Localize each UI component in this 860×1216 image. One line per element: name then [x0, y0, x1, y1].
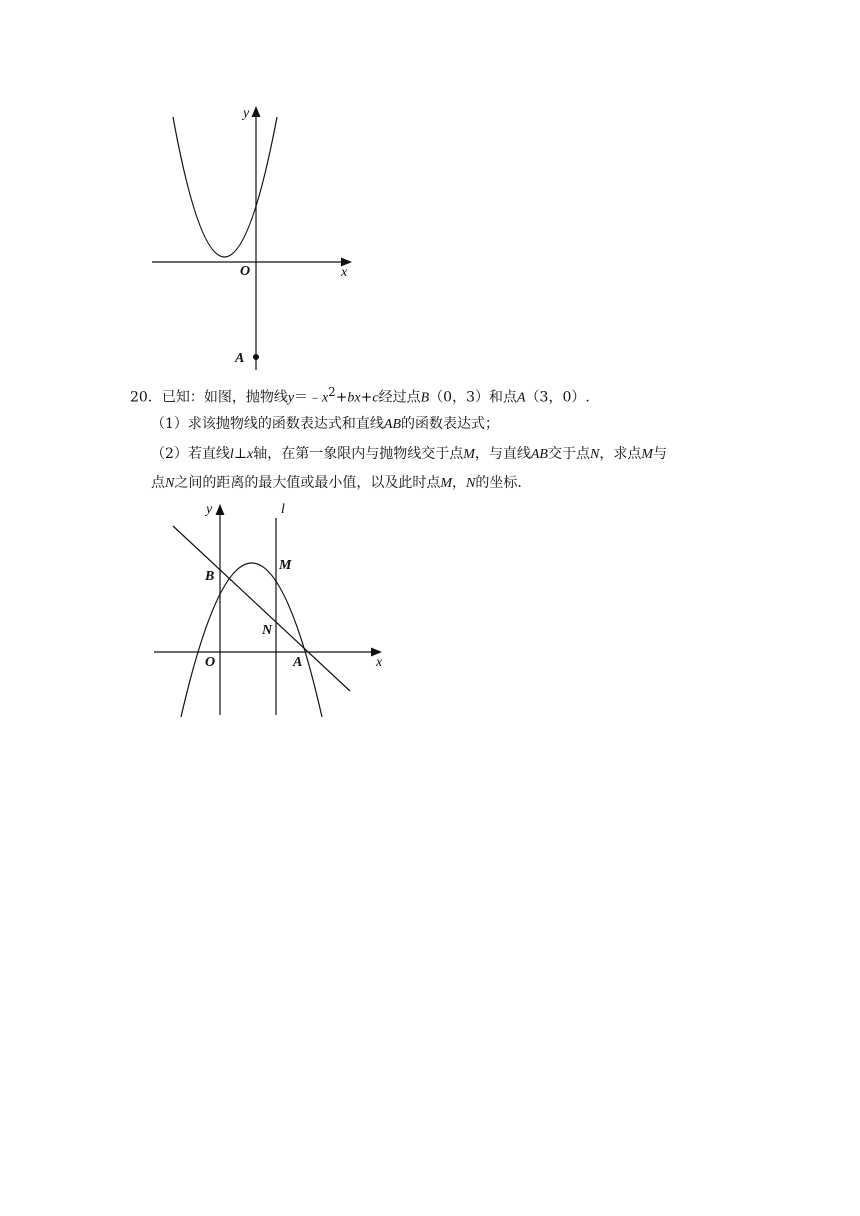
line-l-label: l — [281, 502, 285, 517]
figure-1-parabola-graph — [140, 95, 370, 380]
parabola-curve — [181, 563, 322, 717]
origin-label: O — [205, 655, 216, 670]
x-axis — [154, 648, 382, 657]
line-ab — [173, 526, 350, 691]
figure-2-parabola-line-graph — [140, 495, 400, 725]
x-axis-label: x — [341, 265, 348, 280]
y-axis-label: y — [243, 106, 250, 121]
point-b-label: B — [205, 569, 215, 584]
origin-label: O — [240, 264, 251, 279]
point-a-dot — [253, 354, 259, 360]
parabola-curve — [173, 117, 277, 257]
x-axis-label: x — [376, 655, 383, 670]
question-20-part-1: （1）求该抛物线的函数表达式和直线AB的函数表达式； — [151, 416, 500, 432]
y-axis — [252, 106, 261, 370]
question-20-part-2: （2）若直线l⊥x轴，在第一象限内与抛物线交于点M，与直线AB交于点N，求点M与 — [151, 446, 667, 462]
x-axis — [152, 258, 352, 267]
question-20-intro: 20．已知：如图，抛物线$y=﹣x^2+bx+c$经过点B（0，3）和点A（3，0）. — [130, 385, 590, 406]
point-a-label: A — [293, 655, 303, 670]
y-axis — [216, 504, 225, 715]
point-n-label: N — [262, 623, 273, 638]
point-m-label: M — [279, 558, 292, 573]
point-a-label: A — [235, 351, 245, 366]
y-axis-label: y — [206, 502, 213, 517]
question-20-part-2-continued: 点N之间的距离的最大值或最小值，以及此时点M，N的坐标. — [151, 475, 522, 491]
question-number: 20． — [130, 389, 162, 406]
